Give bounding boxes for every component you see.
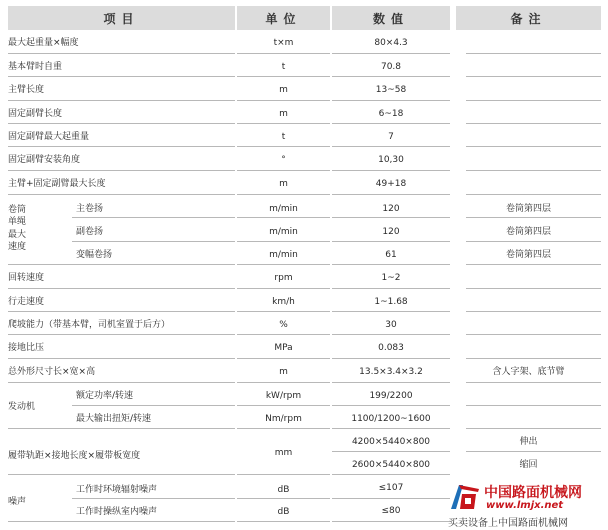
row-separator — [332, 498, 450, 499]
winch-group-label: 单绳 — [8, 217, 27, 227]
row-separator — [8, 334, 235, 335]
header-item: 项目 — [8, 6, 235, 30]
row-separator — [72, 217, 235, 218]
winch-note: 卷筒第四层 — [505, 204, 551, 214]
row-unit: MPa — [274, 343, 293, 353]
winch-value: 120 — [382, 204, 400, 214]
row-separator — [8, 288, 235, 289]
row-separator — [8, 358, 235, 359]
row-separator — [332, 428, 450, 429]
row-separator — [332, 311, 450, 312]
noise-item-name: 工作时环境辐射噪声 — [76, 485, 158, 495]
header-value: 数值 — [332, 6, 450, 30]
track-label: 履带轨距×接地长度×履带板宽度 — [8, 451, 141, 461]
row-separator — [332, 451, 450, 452]
row-separator — [466, 405, 601, 406]
row-value: 6~18 — [378, 109, 404, 119]
row-item: 固定副臂长度 — [8, 109, 63, 119]
row-separator — [466, 194, 601, 195]
row-separator — [237, 405, 330, 406]
row-unit: ° — [281, 155, 286, 165]
engine-item-unit: kW/rpm — [265, 391, 302, 401]
row-value: 7 — [388, 132, 394, 142]
row-unit: t — [281, 132, 286, 142]
row-separator — [8, 194, 235, 195]
row-separator — [332, 288, 450, 289]
track-note: 伸出 — [519, 437, 538, 447]
row-separator — [72, 498, 235, 499]
row-item: 接地比压 — [8, 343, 45, 353]
engine-item-name: 最大输出扭矩/转速 — [76, 414, 152, 424]
row-separator — [8, 123, 235, 124]
header-unit: 单位 — [237, 6, 330, 30]
row-separator — [72, 405, 235, 406]
row-separator — [237, 288, 330, 289]
row-separator — [466, 76, 601, 77]
row-separator — [332, 382, 450, 383]
row-value: 10,30 — [378, 155, 404, 165]
row-separator — [8, 264, 235, 265]
row-separator — [8, 521, 235, 522]
winch-unit: m/min — [269, 227, 298, 237]
row-value: 80×4.3 — [374, 38, 408, 48]
engine-item-unit: Nm/rpm — [265, 414, 302, 424]
noise-item-unit: dB — [277, 485, 290, 495]
row-value: 13~58 — [375, 85, 407, 95]
row-separator — [466, 100, 601, 101]
row-separator — [8, 100, 235, 101]
noise-item-value: ≤107 — [378, 483, 404, 493]
row-item: 固定副臂安装角度 — [8, 155, 81, 165]
track-note: 缩回 — [519, 460, 538, 470]
row-separator — [237, 170, 330, 171]
row-value: 1~1.68 — [374, 297, 408, 307]
row-separator — [332, 100, 450, 101]
row-separator — [237, 146, 330, 147]
row-separator — [332, 358, 450, 359]
noise-item-name: 工作时操纵室内噪声 — [76, 507, 158, 517]
row-separator — [332, 194, 450, 195]
winch-unit: m/min — [269, 250, 298, 260]
winch-note: 卷筒第四层 — [505, 250, 551, 260]
engine-item-value: 199/2200 — [369, 391, 413, 401]
watermark-url: www.lmjx.net — [486, 500, 564, 511]
row-separator — [466, 241, 601, 242]
row-separator — [466, 334, 601, 335]
row-separator — [332, 170, 450, 171]
crane-logo-icon — [448, 480, 482, 514]
row-item: 总外形尺寸长×宽×高 — [8, 367, 96, 377]
row-separator — [237, 428, 330, 429]
winch-name: 主卷扬 — [76, 204, 104, 214]
row-separator — [237, 311, 330, 312]
row-separator — [466, 382, 601, 383]
row-separator — [72, 241, 235, 242]
watermark-slogan: 买卖设备上中国路面机械网 — [448, 518, 568, 529]
row-separator — [237, 76, 330, 77]
row-value: 0.083 — [378, 343, 404, 353]
row-separator — [8, 474, 235, 475]
row-separator — [237, 334, 330, 335]
row-separator — [332, 405, 450, 406]
row-separator — [8, 311, 235, 312]
track-value: 2600×5440×800 — [351, 460, 431, 470]
row-value: 30 — [385, 320, 397, 330]
winch-value: 120 — [382, 227, 400, 237]
row-unit: km/h — [272, 297, 295, 307]
row-item: 主臂+固定副臂最大长度 — [8, 179, 106, 189]
winch-value: 61 — [385, 250, 397, 260]
row-separator — [332, 474, 450, 475]
row-unit: m — [279, 85, 288, 95]
row-item: 主臂长度 — [8, 85, 45, 95]
noise-label: 噪声 — [8, 497, 27, 507]
row-separator — [466, 170, 601, 171]
row-unit: m — [279, 367, 288, 377]
winch-group-label: 卷筒 — [8, 205, 27, 215]
row-note: 含人字架、底节臂 — [492, 367, 565, 377]
row-separator — [8, 146, 235, 147]
row-separator — [332, 264, 450, 265]
row-separator — [237, 53, 330, 54]
row-separator — [237, 241, 330, 242]
row-separator — [332, 334, 450, 335]
row-separator — [237, 123, 330, 124]
row-value: 1~2 — [381, 273, 401, 283]
row-separator — [332, 53, 450, 54]
row-separator — [8, 76, 235, 77]
row-value: 70.8 — [380, 62, 402, 72]
noise-item-value: ≤80 — [381, 506, 401, 516]
row-separator — [332, 76, 450, 77]
row-separator — [8, 53, 235, 54]
row-separator — [8, 170, 235, 171]
track-unit: mm — [274, 448, 293, 458]
row-separator — [332, 146, 450, 147]
row-item: 行走速度 — [8, 297, 45, 307]
row-separator — [466, 311, 601, 312]
row-item: 最大起重量×幅度 — [8, 38, 79, 48]
row-unit: t×m — [273, 38, 294, 48]
header-note: 备注 — [456, 6, 601, 30]
row-unit: % — [279, 320, 288, 330]
row-separator — [237, 521, 330, 522]
row-separator — [466, 451, 601, 452]
watermark-title: 中国路面机械网 — [484, 485, 582, 501]
row-separator — [237, 194, 330, 195]
row-value: 13.5×3.4×3.2 — [359, 367, 423, 377]
row-separator — [466, 53, 601, 54]
winch-name: 变幅卷扬 — [76, 250, 113, 260]
row-separator — [8, 382, 235, 383]
row-separator — [466, 264, 601, 265]
row-unit: m — [279, 109, 288, 119]
row-separator — [332, 521, 450, 522]
row-separator — [466, 217, 601, 218]
row-separator — [237, 498, 330, 499]
engine-label: 发动机 — [8, 402, 36, 412]
row-item: 回转速度 — [8, 273, 45, 283]
row-separator — [237, 100, 330, 101]
row-item: 基本臂时自重 — [8, 62, 63, 72]
row-item: 爬坡能力（带基本臂，司机室置于后方） — [8, 320, 171, 330]
row-separator — [332, 123, 450, 124]
row-item: 固定副臂最大起重量 — [8, 132, 90, 142]
noise-item-unit: dB — [277, 507, 290, 517]
row-separator — [237, 264, 330, 265]
winch-group-label: 最大 — [8, 230, 27, 240]
engine-item-name: 额定功率/转速 — [76, 391, 134, 401]
winch-name: 副卷扬 — [76, 227, 104, 237]
row-separator — [466, 358, 601, 359]
row-unit: rpm — [274, 273, 293, 283]
row-separator — [466, 123, 601, 124]
row-separator — [466, 288, 601, 289]
row-separator — [332, 217, 450, 218]
row-separator — [466, 428, 601, 429]
row-separator — [466, 146, 601, 147]
winch-note: 卷筒第四层 — [505, 227, 551, 237]
row-separator — [237, 358, 330, 359]
row-value: 49+18 — [375, 179, 407, 189]
winch-unit: m/min — [269, 204, 298, 214]
row-separator — [237, 382, 330, 383]
engine-item-value: 1100/1200~1600 — [351, 414, 431, 424]
row-unit: m — [279, 179, 288, 189]
row-separator — [332, 241, 450, 242]
row-unit: t — [281, 62, 286, 72]
row-separator — [237, 217, 330, 218]
watermark-logo — [448, 478, 606, 530]
row-separator — [8, 428, 235, 429]
track-value: 4200×5440×800 — [351, 437, 431, 447]
row-separator — [237, 474, 330, 475]
winch-group-label: 速度 — [8, 242, 27, 252]
